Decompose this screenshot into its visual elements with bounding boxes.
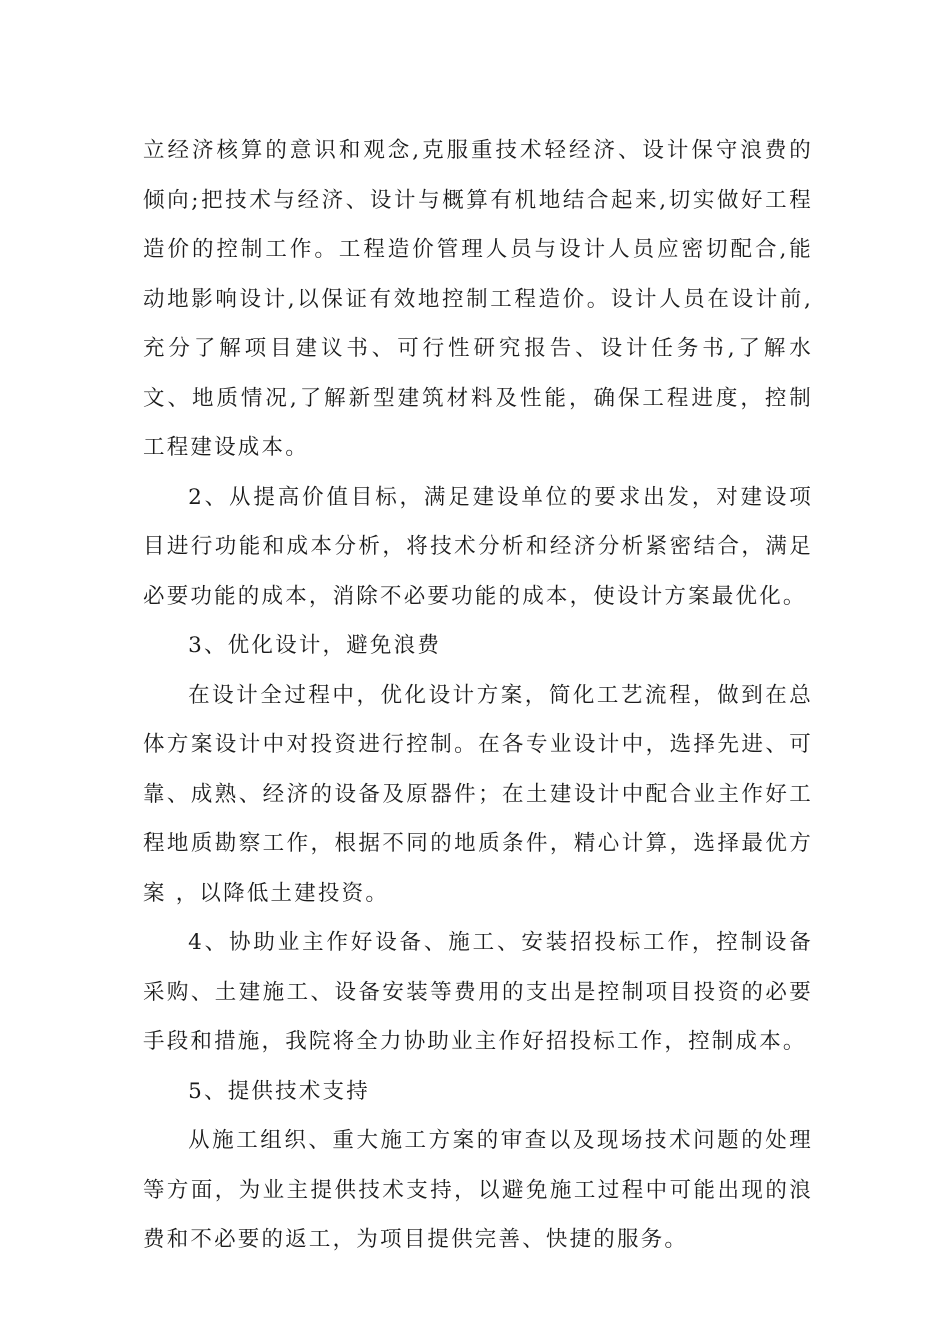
heading-optimize-design: 3、优化设计，避免浪费 — [188, 633, 442, 658]
paragraph-value-target: 2、从提高价值目标，满足建设单位的要求出发，对建设项目进行功能和成本分析，将技术分析和经济分析紧密结合，满足必要功能的成本，消除不必要功能的成本，使设计方案最优化。 — [143, 484, 813, 609]
paragraph-optimize-design: 在设计全过程中，优化设计方案，简化工艺流程，做到在总体方案设计中对投资进行控制。在各专业设计中，选择先进、可靠、成熟、经济的设备及原器件；在土建设计中配合业主作好工程地质勘察工作，根据不同的地质条件，精心计算，选择最优方案 ，以降低土建投资。 — [143, 682, 813, 906]
paragraph-bidding-assistance: 4、协助业主作好设备、施工、安装招投标工作，控制设备采购、土建施工、设备安装等费用的支出是控制项目投资的必要手段和措施，我院将全力协助业主作好招投标工作，控制成本。 — [143, 930, 813, 1054]
paragraph-cost-awareness: 立经济核算的意识和观念,克服重技术轻经济、设计保守浪费的倾向;把技术与经济、设计与概算有机地结合起来,切实做好工程造价的控制工作。工程造价管理人员与设计人员应密切配合,能动地影响设计,以保证有效地控制工程造价。设计人员在设计前,充分了解项目建议书、可行性研究报告、设计任务书,了解水文、地质情况,了解新型建筑材料及性能，确保工程进度，控制工程建设成本。 — [143, 138, 813, 460]
document-body — [143, 126, 813, 1265]
heading-technical-support: 5、提供技术支持 — [188, 1078, 370, 1104]
paragraph-technical-support: 从施工组织、重大施工方案的审查以及现场技术问题的处理等方面，为业主提供技术支持，以避免施工过程中可能出现的浪费和不必要的返工，为项目提供完善、快捷的服务。 — [143, 1128, 813, 1252]
